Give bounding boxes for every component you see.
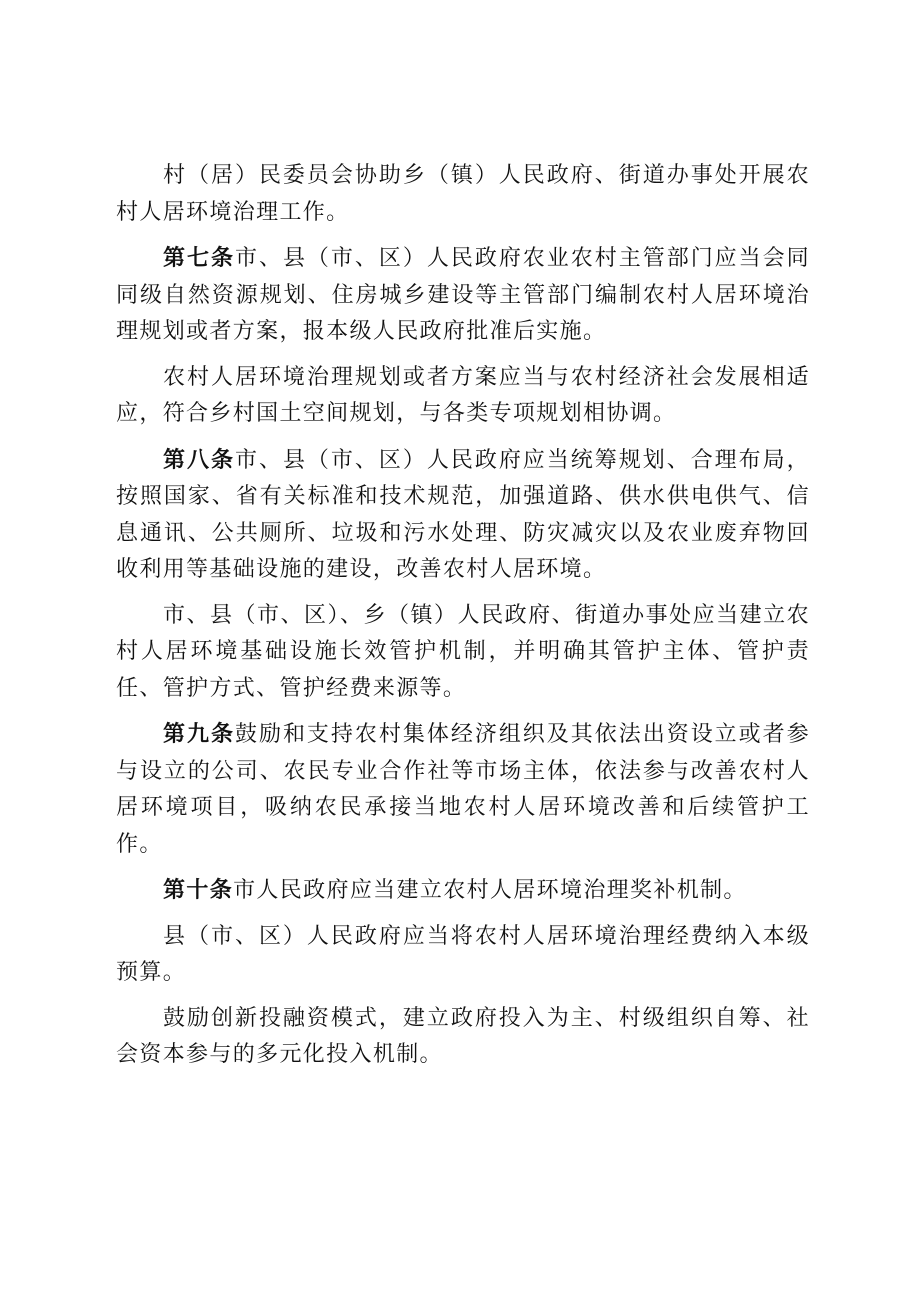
paragraph-article-9 — [116, 716, 810, 863]
article-heading: 第九条 — [163, 721, 235, 747]
paragraph-text: 农村人居环境治理规划或者方案应当与农村经济社会发展相适应，符合乡村国土空间规划，与各类专项规划相协调。 — [116, 364, 810, 426]
paragraph-text: 县（市、区）人民政府应当将农村人居环境治理经费纳入本级预算。 — [116, 923, 810, 985]
article-heading: 第十条 — [163, 877, 234, 903]
article-heading: 第八条 — [163, 446, 235, 473]
paragraph-maintenance-mechanism — [116, 598, 810, 708]
paragraph-text: 市人民政府应当建立农村人居环境治理奖补机制。 — [233, 878, 747, 903]
paragraph-village-committee — [116, 158, 810, 231]
paragraph-budget — [116, 919, 810, 992]
paragraph-text: 市、县（市、区）人民政府应当统筹规划、合理布局，按照国家、省有关标准和技术规范，加强道路、供水供电供气、信息通讯、公共厕所、垃圾和污水处理、防灾减灾以及农业废弃物回收利用等基础设施的建设，改善农村人居环境。 — [116, 447, 810, 582]
paragraph-text: 鼓励创新投融资模式，建立政府投入为主、村级组织自筹、社会资本参与的多元化投入机制。 — [116, 1005, 810, 1067]
paragraph-financing — [116, 1001, 810, 1074]
paragraph-text: 鼓励和支持农村集体经济组织及其依法出资设立或者参与设立的公司、农民专业合作社等市场主体，依法参与改善农村人居环境项目，吸纳农民承接当地农村人居环境改善和后续管护工作。 — [116, 722, 810, 857]
paragraph-text: 村（居）民委员会协助乡（镇）人民政府、街道办事处开展农村人居环境治理工作。 — [116, 163, 810, 225]
paragraph-plan-requirements — [116, 360, 810, 433]
document-page — [116, 158, 810, 1083]
paragraph-text: 市、县（市、区）、乡（镇）人民政府、街道办事处应当建立农村人居环境基础设施长效管护机制，并明确其管护主体、管护责任、管护方式、管护经费来源等。 — [116, 602, 810, 701]
paragraph-text: 市、县（市、区）人民政府农业农村主管部门应当会同同级自然资源规划、住房城乡建设等主管部门编制农村人居环境治理规划或者方案，报本级人民政府批准后实施。 — [116, 246, 810, 344]
article-heading: 第七条 — [163, 245, 235, 271]
paragraph-article-8 — [116, 442, 810, 589]
paragraph-article-10 — [116, 872, 810, 910]
paragraph-article-7 — [116, 240, 810, 351]
